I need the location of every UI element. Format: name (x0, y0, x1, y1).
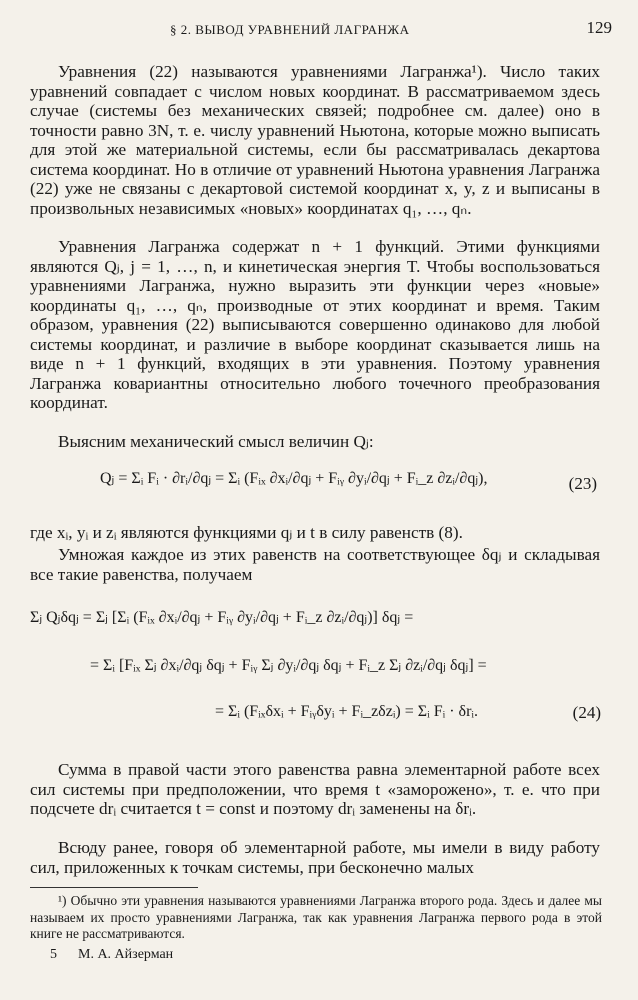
footnote-divider (30, 887, 198, 888)
equation-24-line-3: = Σᵢ (Fᵢₓδxᵢ + Fᵢᵧδyᵢ + Fᵢ_zδzᵢ) = Σᵢ Fᵢ · δrᵢ. (215, 703, 479, 720)
paragraph-3 (30, 432, 600, 452)
equation-24-line-1: Σⱼ Qⱼδqⱼ = Σⱼ [Σᵢ (Fᵢₓ ∂xᵢ/∂qⱼ + Fᵢᵧ ∂yᵢ/∂qⱼ + Fᵢ_z ∂zᵢ/∂qⱼ)] δqⱼ = (30, 609, 414, 626)
running-header (0, 18, 638, 44)
paragraph-5 (30, 545, 600, 584)
signature-author: М. А. Айзерман (78, 947, 174, 962)
paragraph-3-text: Выясним механический смысл величин Qⱼ: (58, 432, 374, 451)
section-title: § 2. ВЫВОД УРАВНЕНИЙ ЛАГРАНЖА (170, 22, 410, 37)
paragraph-4-text: где xᵢ, yᵢ и zᵢ являются функциями qⱼ и t в силу равенств (8). (30, 523, 463, 542)
paragraph-2-text: Уравнения Лагранжа содержат n + 1 функций. Этими функциями являются Qⱼ, j = 1, …, n, и кинетическая энергия T. Чтобы воспользоваться уравнениями Лагранжа, нужно выразить эти функции через «новые» координаты q₁, …, qₙ, производные от этих координат и время. Таким образом, уравнения (22) выписываются совершенно одинаково для любой системы координат, и различие в выборе координат сказывается лишь на виде n + 1 функций, входящих в эти уравнения. Поэтому уравнения Лагранжа ковариантны относительно любого точечного преобразования координат. (30, 237, 600, 412)
equation-23-body: Qⱼ = Σᵢ Fᵢ · ∂rᵢ/∂qⱼ = Σᵢ (Fᵢₓ ∂xᵢ/∂qⱼ + Fᵢᵧ ∂yᵢ/∂qⱼ + Fᵢ_z ∂zᵢ/∂qⱼ), (100, 470, 488, 487)
equation-24-label: (24) (572, 703, 601, 722)
equation-23 (30, 462, 605, 508)
footnote (30, 893, 602, 943)
paragraph-6 (30, 760, 600, 819)
paragraph-7-text: Всюду ранее, говоря об элементарной работе, мы имели в виду работу сил, приложенных к точкам системы, при бесконечно малых (30, 838, 600, 877)
page-number: 129 (586, 18, 612, 37)
paragraph-5-text: Умножая каждое из этих равенств на соответствующее δqⱼ и складывая все такие равенства, получаем (30, 545, 600, 584)
equation-23-label: (23) (568, 474, 597, 493)
paragraph-2 (30, 237, 600, 413)
equation-24 (30, 595, 605, 735)
paragraph-1 (30, 62, 600, 218)
footnote-text: ¹) Обычно эти уравнения называются уравнениями Лагранжа второго рода. Здесь и далее мы называем их просто уравнениями Лагранжа, так как уравнения Лагранжа первого рода в этой книге не рассматриваются. (30, 893, 602, 941)
printer-signature (50, 947, 173, 963)
paragraph-4 (30, 523, 600, 543)
equation-24-line-2: = Σᵢ [Fᵢₓ Σⱼ ∂xᵢ/∂qⱼ δqⱼ + Fᵢᵧ Σⱼ ∂yᵢ/∂qⱼ δqⱼ + Fᵢ_z Σⱼ ∂zᵢ/∂qⱼ δqⱼ] = (90, 657, 487, 674)
paragraph-6-text: Сумма в правой части этого равенства равна элементарной работе всех сил системы при предположении, что время t «заморожено», т. е. что при подсчете drᵢ считается t = const и поэтому drᵢ заменены на δrᵢ. (30, 760, 600, 818)
paragraph-1-text: Уравнения (22) называются уравнениями Лагранжа¹). Число таких уравнений совпадает с числом новых координат. В рассматриваемом здесь случае (системы без механических связей; подробнее см. далее) оно в точности равно 3N, т. е. числу уравнений Ньютона, которые можно выписать для этой же материальной системы, если бы рассматривалась декартова система координат. Но в отличие от уравнений Ньютона уравнения Лагранжа (22) уже не связаны с декартовой системой координат x, y, z и выписаны в произвольных независимых «новых» координатах q₁, …, qₙ. (30, 62, 600, 218)
signature-number: 5 (50, 947, 57, 962)
paragraph-7 (30, 838, 600, 877)
